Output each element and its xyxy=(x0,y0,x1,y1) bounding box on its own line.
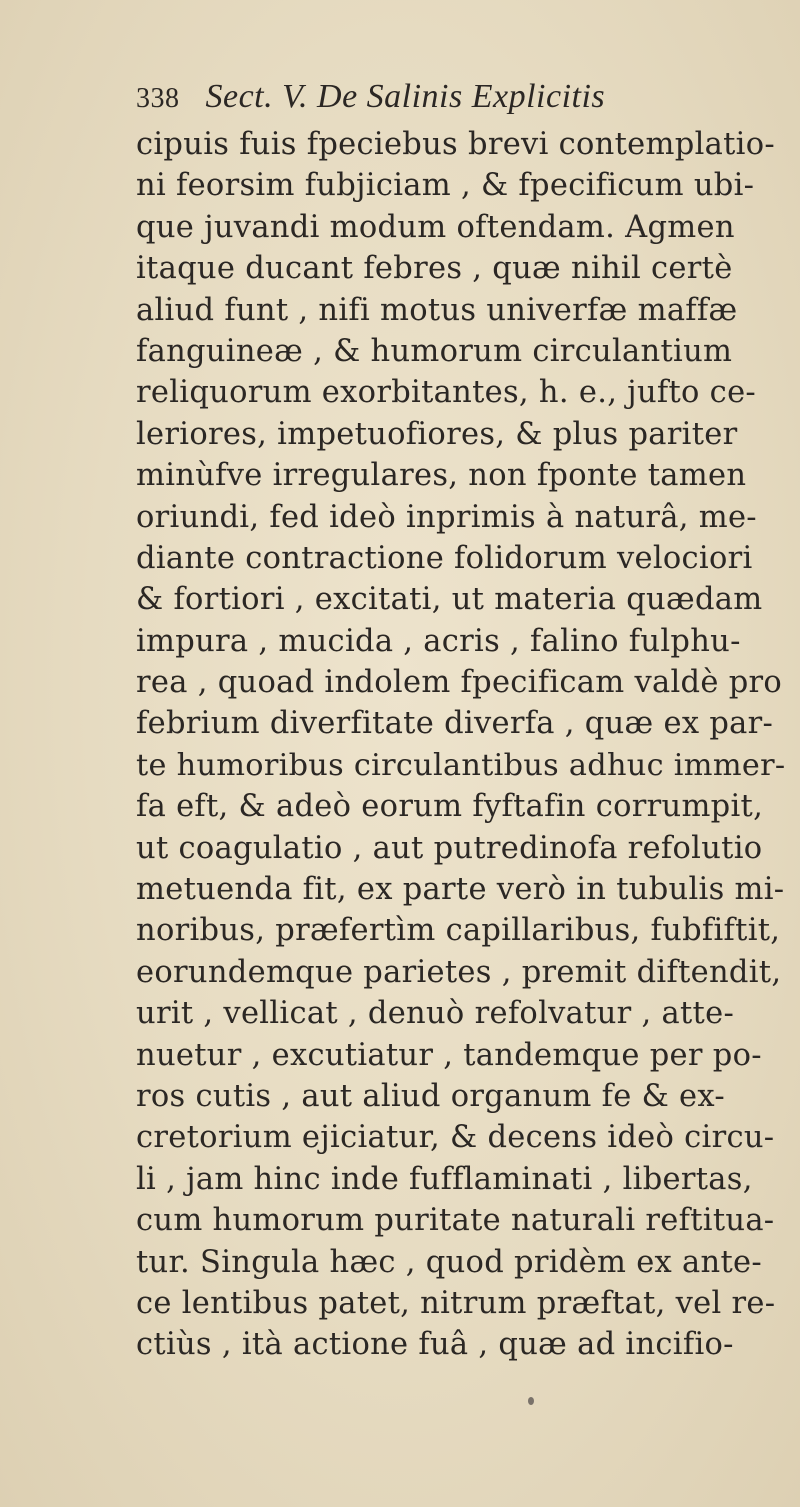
text-line: fa eft, & adeò eorum fyftafin corrumpit, xyxy=(136,789,764,825)
text-line: leriores, impetuofiores, & plus pariter xyxy=(136,416,738,452)
page-number: 338 xyxy=(136,83,180,114)
text-line: ni feorsim fubjiciam , & fpecificum ubi- xyxy=(136,168,755,204)
text-line: ce lentibus patet, nitrum præftat, vel re- xyxy=(136,1285,776,1321)
text-line: cum humorum puritate naturali reftitua- xyxy=(136,1203,775,1239)
text-line: reliquorum exorbitantes, h. e., jufto ce- xyxy=(136,375,757,411)
text-line: noribus, præfertìm capillaribus, fubfiftit, xyxy=(136,913,781,949)
text-line: urit , vellicat , denuò refolvatur , atte- xyxy=(136,996,735,1032)
text-line: metuenda fit, ex parte verò in tubulis mi- xyxy=(136,872,785,908)
text-line: minùfve irregulares, non fponte tamen xyxy=(136,458,747,494)
text-line: ut coagulatio , aut putredinofa refolutio xyxy=(136,830,763,866)
body-text xyxy=(136,124,786,1366)
text-line: cipuis fuis fpeciebus brevi contemplatio- xyxy=(136,127,775,162)
text-line: li , jam hinc inde fufflaminati , libertas, xyxy=(136,1161,753,1197)
text-line: ctiùs , ità actione fuâ , quæ ad incifio- xyxy=(136,1327,734,1363)
text-line: oriundi, fed ideò inprimis à naturâ, me- xyxy=(136,499,757,535)
running-head: Sect. V. De Salinis Explicitis xyxy=(205,78,606,115)
text-line: ros cutis , aut aliud organum fe & ex- xyxy=(136,1078,725,1114)
text-line: febrium diverfitate diverfa , quæ ex par- xyxy=(136,706,774,742)
text-line: eorundemque parietes , premit diftendit, xyxy=(136,954,782,990)
text-line: fanguineæ , & humorum circulantium xyxy=(136,333,733,369)
text-line: tur. Singula hæc , quod pridèm ex ante- xyxy=(136,1244,762,1280)
text-line: impura , mucida , acris , falino fulphu- xyxy=(136,623,741,659)
text-line: te humoribus circulantibus adhuc immer- xyxy=(136,747,786,783)
text-line: itaque ducant febres , quæ nihil certè xyxy=(136,251,733,287)
text-line: que juvandi modum oftendam. Agmen xyxy=(136,209,735,245)
text-line: & fortiori , excitati, ut materia quædam xyxy=(136,582,763,618)
text-line: cretorium ejiciatur, & decens ideò circu- xyxy=(136,1120,775,1156)
text-line: nuetur , excutiatur , tandemque per po- xyxy=(136,1037,762,1073)
text-line: diante contractione folidorum velociori xyxy=(136,540,753,576)
text-line: aliud funt , nifi motus univerfæ maffæ xyxy=(136,292,738,328)
ink-dot-ornament xyxy=(528,1397,534,1405)
page-header xyxy=(136,78,756,126)
text-line: rea , quoad indolem fpecificam valdè pro xyxy=(136,665,783,701)
